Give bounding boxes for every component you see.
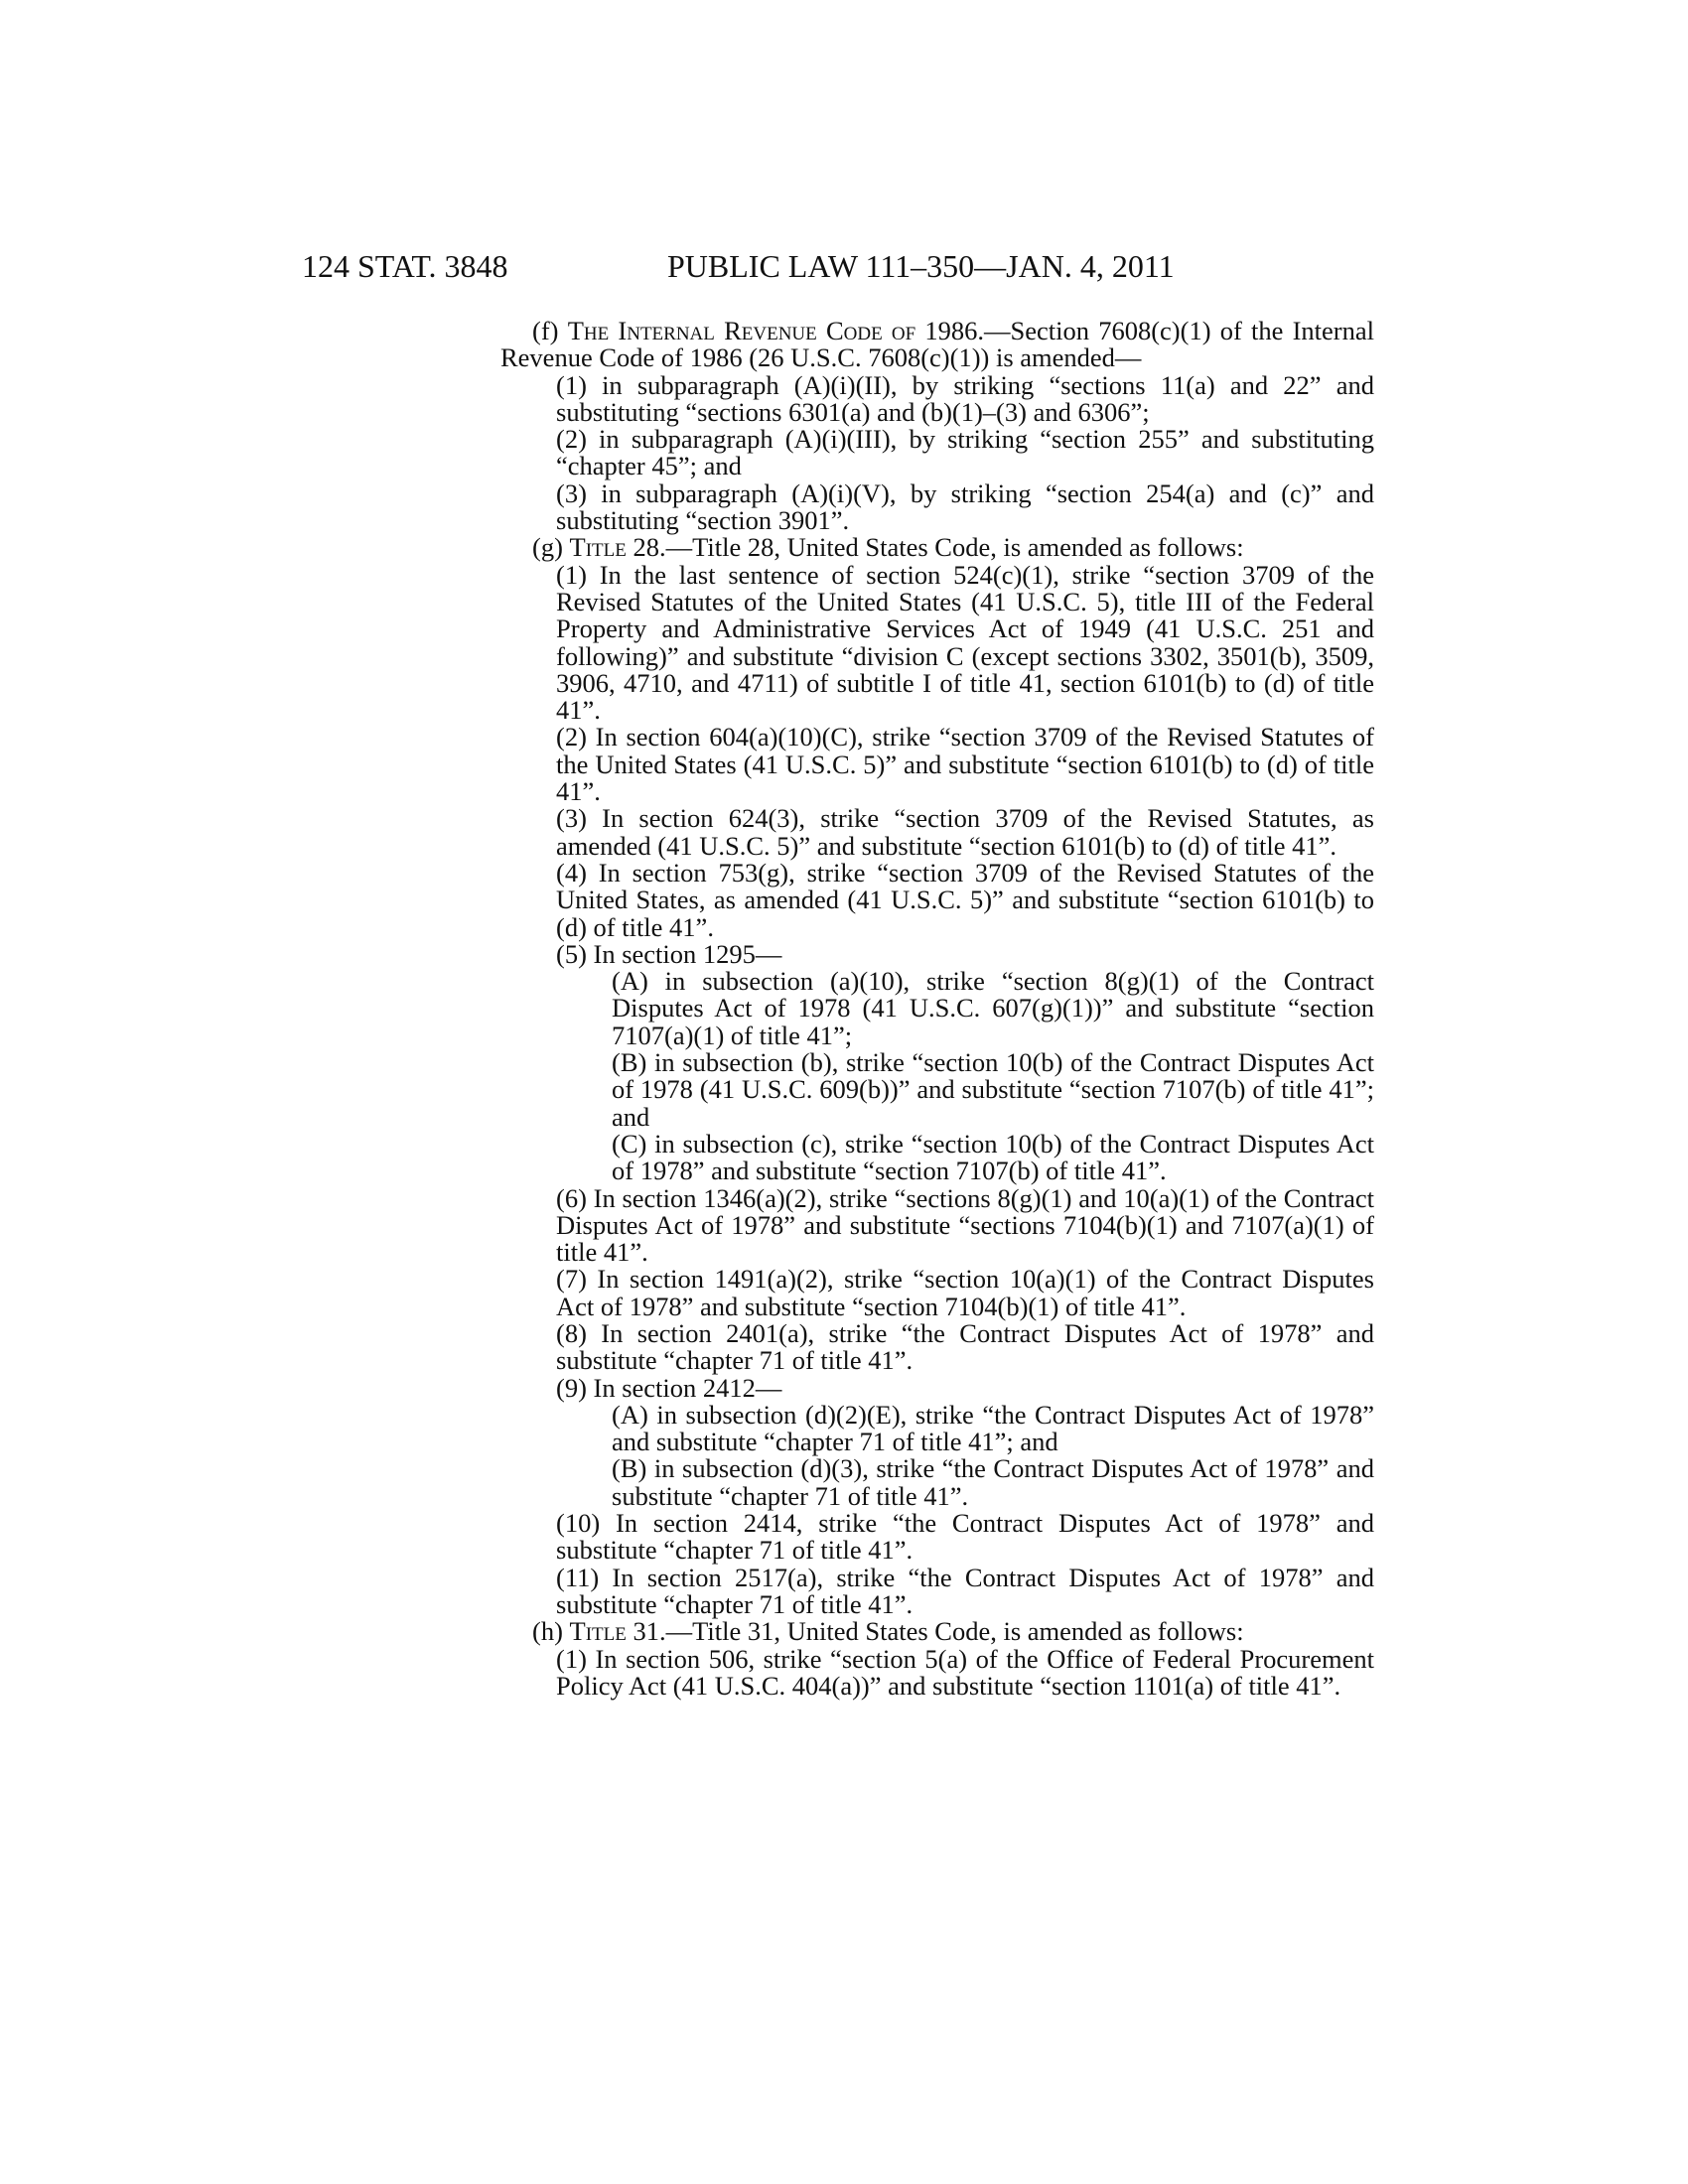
paragraph-g-7: (7) In section 1491(a)(2), strike “section 10(a)(1) of the Contract Disputes Act of 1978” and substitute “section 7104(b)(1) of title 41”. <box>556 1264 1374 1321</box>
paragraph-f-3: (3) in subparagraph (A)(i)(V), by striking “section 254(a) and (c)” and substituting “section 3901”. <box>556 478 1374 536</box>
paragraph-g-2: (2) In section 604(a)(10)(C), strike “section 3709 of the Revised Statutes of the United States (41 U.S.C. 5)” and substitute “section 6101(b) to (d) of title 41”. <box>556 722 1374 807</box>
paragraph-text: —Title 28, United States Code, is amended as follows: <box>665 532 1244 563</box>
paragraph-g-8: (8) In section 2401(a), strike “the Contract Disputes Act of 1978” and substitute “chapter 71 of title 41”. <box>556 1317 1374 1376</box>
paragraph-g-9: (9) In section 2412— <box>556 1372 782 1403</box>
paragraph-g-10: (10) In section 2414, strike “the Contract Disputes Act of 1978” and substitute “chapter 71 of title 41”. <box>556 1508 1374 1566</box>
statute-body <box>500 318 1374 1700</box>
subsection-caption: Title 28. <box>569 532 666 563</box>
page-header <box>302 246 1394 286</box>
subparagraph-g-5-c: (C) in subsection (c), strike “section 10(b) of the Contract Disputes Act of 1978” and substitute “section 7107(b) of title 41”. <box>612 1128 1374 1186</box>
paragraph-f-1: (1) in subparagraph (A)(i)(II), by striking “sections 11(a) and 22” and substituting “sections 6301(a) and (b)(1)–(3) and 6306”; <box>556 369 1374 427</box>
paragraph-g-6: (6) In section 1346(a)(2), strike “sections 8(g)(1) and 10(a)(1) of the Contract Disputes Act of 1978” and substitute “sections 7104(b)(1) and 7107(a)(1) of title 41”. <box>556 1182 1374 1268</box>
subsection-label: (f) <box>532 316 568 345</box>
subparagraph-g-5-b: (B) in subsection (b), strike “section 10(b) of the Contract Disputes Act of 1978 (41 U.S.C. 609(b))” and substitute “section 7107(b) of title 41”; and <box>612 1047 1374 1132</box>
paragraph-f-2: (2) in subparagraph (A)(i)(III), by striking “section 255” and substituting “chapter 45”; and <box>556 424 1374 481</box>
paragraph-g-4: (4) In section 753(g), strike “section 3709 of the Revised Statutes of the United States, as amended (41 U.S.C. 5)” and substitute “section 6101(b) to (d) of title 41”. <box>556 857 1374 942</box>
subparagraph-g-5-a: (A) in subsection (a)(10), strike “section 8(g)(1) of the Contract Disputes Act of 1978 (41 U.S.C. 607(g)(1))” and substitute “section 7107(a)(1) of title 41”; <box>612 966 1374 1050</box>
paragraph-g-1: (1) In the last sentence of section 524(c)(1), strike “section 3709 of the Revised Statutes of the United States (41 U.S.C. 5), title III of the Federal Property and Administrative Services Act of 1949 (41 U.S.C. 251 and following)” and substitute “division C (except sections 3302, 3501(b), 3509, 3906, 4710, and 4711) of subtitle I of title 41, section 6101(b) to (d) of title 41”. <box>556 559 1374 726</box>
public-law-title: PUBLIC LAW 111–350—JAN. 4, 2011 <box>667 248 1175 284</box>
subsection-h <box>500 1618 1374 1645</box>
paragraph-g-5: (5) In section 1295— <box>556 938 782 969</box>
paragraph-text: —Title 31, United States Code, is amended as follows: <box>665 1616 1244 1647</box>
paragraph-g-3: (3) In section 624(3), strike “section 3709 of the Revised Statutes, as amended (41 U.S.C. 5)” and substitute “section 6101(b) to (d) of title 41”. <box>556 803 1374 861</box>
subsection-label: (h) <box>532 1616 570 1647</box>
subparagraph-g-9-a: (A) in subsection (d)(2)(E), strike “the Contract Disputes Act of 1978” and substitute “chapter 71 of title 41”; and <box>612 1399 1374 1457</box>
subsection-f <box>500 318 1374 372</box>
statute-page-reference: 124 STAT. 3848 <box>302 248 508 284</box>
paragraph-h-1: (1) In section 506, strike “section 5(a) of the Office of Federal Procurement Policy Act (41 U.S.C. 404(a))” and substitute “section 1101(a) of title 41”. <box>556 1643 1374 1701</box>
subparagraph-g-9-b: (B) in subsection (d)(3), strike “the Contract Disputes Act of 1978” and substitute “chapter 71 of title 41”. <box>612 1453 1374 1511</box>
subsection-caption: Title 31. <box>569 1616 666 1647</box>
subsection-g <box>500 534 1374 561</box>
paragraph-text: —Section 7608(c)(1) of the Internal Revenue Code of 1986 (26 U.S.C. 7608(c)(1)) is amended— <box>500 316 1374 373</box>
subsection-label: (g) <box>532 532 570 563</box>
subsection-caption: The Internal Revenue Code of 1986. <box>567 316 985 345</box>
paragraph-g-11: (11) In section 2517(a), strike “the Contract Disputes Act of 1978” and substitute “chapter 71 of title 41”. <box>556 1562 1374 1619</box>
